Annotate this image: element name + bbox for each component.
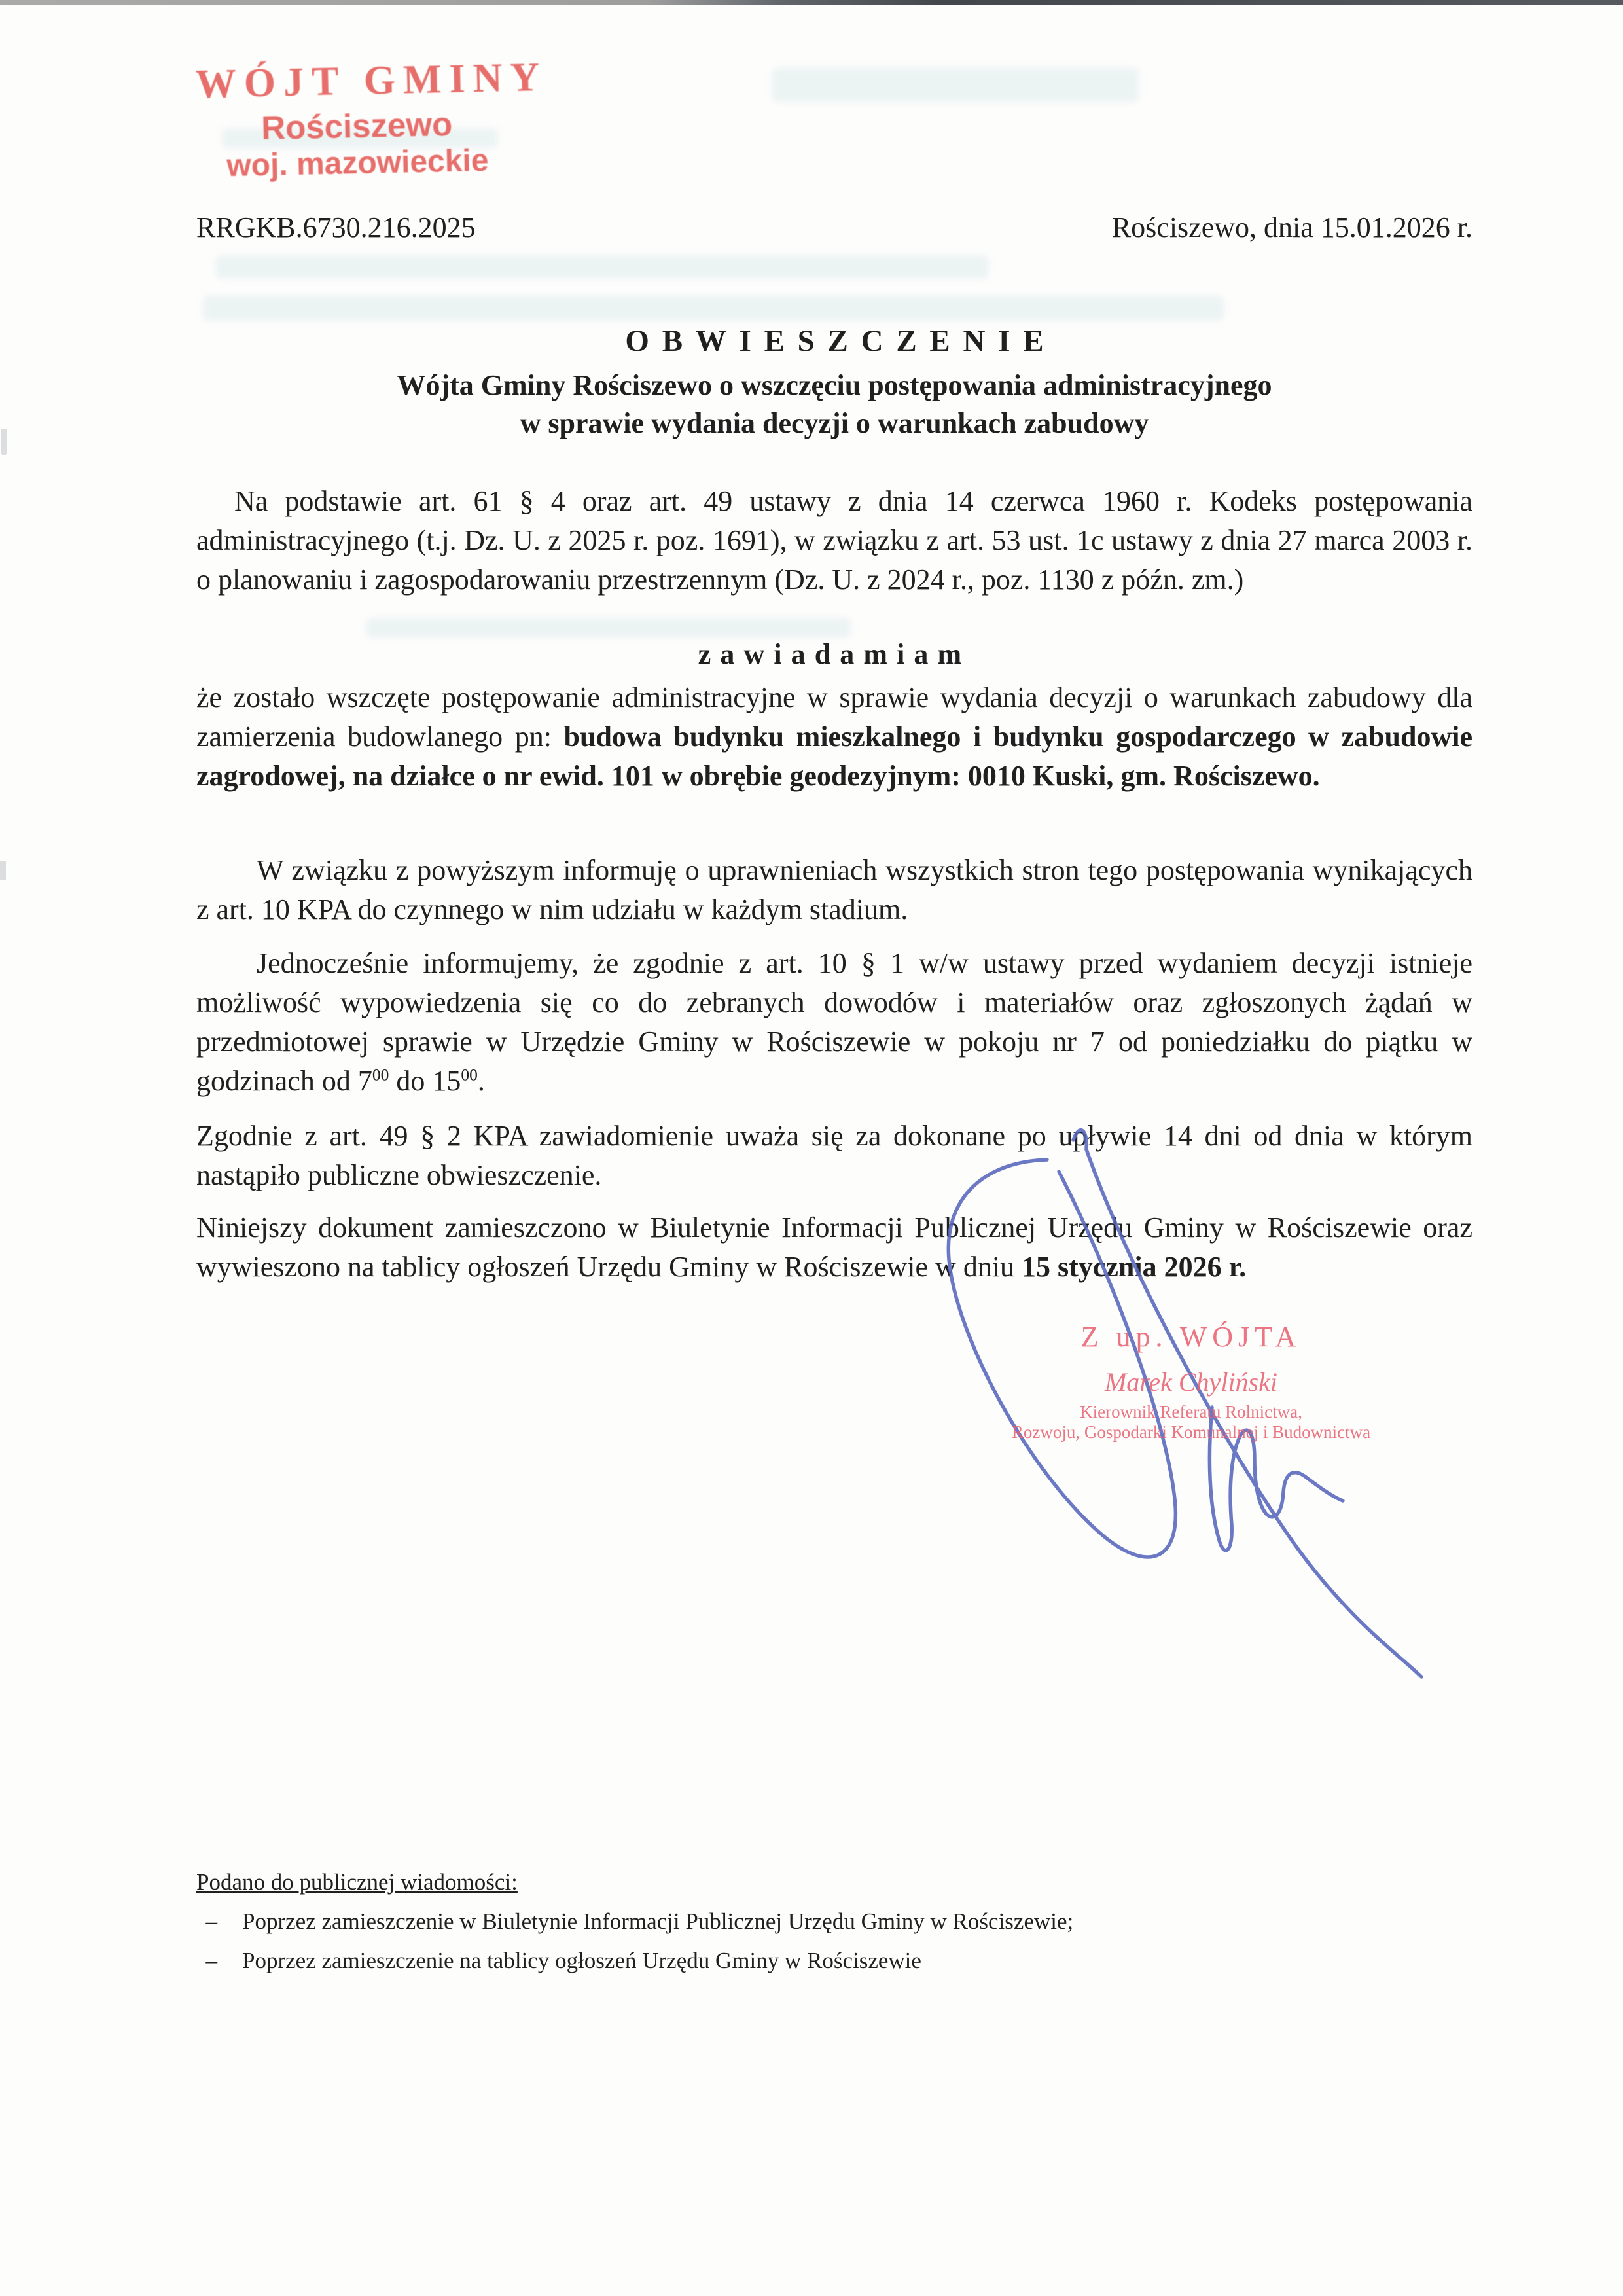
distribution-item bbox=[196, 1906, 1472, 1937]
distribution-list bbox=[196, 1867, 1472, 1977]
place-and-date: Rościszewo, dnia 15.01.2026 r. bbox=[1111, 211, 1472, 243]
paragraph-publication bbox=[196, 1208, 1472, 1287]
document-title-block bbox=[196, 322, 1472, 442]
signatory-stamp bbox=[975, 1321, 1407, 1443]
publication-date-bold: 15 stycznia 2026 r. bbox=[1022, 1251, 1247, 1283]
bleed-through-ghost bbox=[366, 618, 851, 637]
hours-superscript: 00 bbox=[372, 1065, 389, 1085]
office-stamp bbox=[195, 52, 548, 185]
distribution-item bbox=[196, 1945, 1472, 1977]
dash-bullet: – bbox=[205, 1909, 217, 1934]
distribution-item-text: Poprzez zamieszczenie na tablicy ogłoszeń Urzędu Gminy w Rościszewie bbox=[242, 1948, 921, 1973]
reference-date-row bbox=[196, 211, 1472, 245]
signatory-title-line-1: Kierownik Referatu Rolnictwa, bbox=[1080, 1402, 1302, 1422]
paragraph-parties-rights: W związku z powyższym informuję o uprawnieniach wszystkich stron tego postępowania wynikających z art. 10 KPA do czynnego w nim udziału w każdym stadium. bbox=[196, 854, 1472, 925]
signatory-title-line-2: Rozwoju, Gospodarki Komunalnej i Budownictwa bbox=[1011, 1422, 1371, 1442]
bleed-through-ghost bbox=[216, 255, 988, 279]
scan-speck bbox=[1, 429, 7, 455]
bleed-through-ghost bbox=[203, 296, 1224, 321]
paragraph-notification bbox=[196, 678, 1472, 796]
review-text-mid: do 15 bbox=[389, 1065, 461, 1097]
case-reference-number: RRGKB.6730.216.2025 bbox=[196, 211, 476, 243]
distribution-item-text: Poprzez zamieszczenie w Biuletynie Informacji Publicznej Urzędu Gminy w Rościszewie; bbox=[242, 1909, 1074, 1934]
paragraph-legal-basis: Na podstawie art. 61 § 4 oraz art. 49 ustawy z dnia 14 czerwca 1960 r. Kodeks postępowania administracyjnego (t.j. Dz. U. z 2025 r. poz. 1691), w związku z art. 53 ust. 1c ustawy z dnia 27 marca 2003 r. o planowaniu i zagospodarowaniu przestrzennym (Dz. U. z 2024 r., poz. 1130 z późn. zm.) bbox=[196, 485, 1472, 596]
scan-speck bbox=[0, 861, 6, 880]
paragraph-delivery-deemed: Zgodnie z art. 49 § 2 KPA zawiadomienie uważa się za dokonane po upływie 14 dni od dnia w którym nastąpiło publiczne obwieszczenie. bbox=[196, 1120, 1472, 1191]
bleed-through-ghost bbox=[772, 68, 1139, 102]
on-behalf-of-mayor: Z up. WÓJTA bbox=[1080, 1321, 1302, 1353]
office-stamp-title: WÓJT GMINY bbox=[195, 54, 548, 107]
hours-superscript: 00 bbox=[461, 1065, 478, 1085]
publication-text: Niniejszy dokument zamieszczono w Biuletynie Informacji Publicznej Urzędu Gminy w Rościszewie oraz wywieszono na tablicy ogłoszeń Urzędu Gminy w Rościszewie w dniu bbox=[196, 1211, 1472, 1283]
scan-edge-artifact bbox=[0, 0, 1623, 5]
document-title: OBWIESZCZENIE bbox=[625, 324, 1057, 358]
dash-bullet: – bbox=[205, 1948, 217, 1973]
document-subtitle-1: Wójta Gminy Rościszewo o wszczęciu postępowania administracyjnego bbox=[397, 369, 1272, 401]
office-stamp-voivodeship: woj. mazowieckie bbox=[226, 143, 490, 184]
review-text-end: . bbox=[477, 1065, 485, 1097]
document-subtitle-2: w sprawie wydania decyzji o warunkach zabudowy bbox=[520, 407, 1149, 439]
distribution-heading: Podano do publicznej wiadomości: bbox=[196, 1869, 518, 1895]
office-stamp-locality: Rościszewo bbox=[260, 105, 453, 147]
project-name-bold: budowa budynku mieszkalnego i budynku gospodarczego w zabudowie zagrodowej, na działce o nr ewid. 101 w obrębie geodezyjnym: 0010 Kuski, gm. Rościszewo. bbox=[196, 721, 1472, 792]
paragraph-review-possibility bbox=[196, 944, 1472, 1101]
notify-heading: zawiadamiam bbox=[698, 638, 971, 670]
signatory-name: Marek Chyliński bbox=[1104, 1367, 1277, 1397]
review-text: Jednocześnie informujemy, że zgodnie z art. 10 § 1 w/w ustawy przed wydaniem decyzji istnieje możliwość wypowiedzenia się co do zebranych dowodów i materiałów oraz zgłoszonych żądań w przedmiotowej sprawie w Urzędzie Gminy w Rościszewie w pokoju nr 7 od poniedziałku do piątku w godzinach od 7 bbox=[196, 947, 1472, 1097]
notification-text: że zostało wszczęte postępowanie administracyjne w sprawie wydania decyzji o warunkach zabudowy dla zamierzenia budowlanego pn: bbox=[196, 681, 1472, 753]
